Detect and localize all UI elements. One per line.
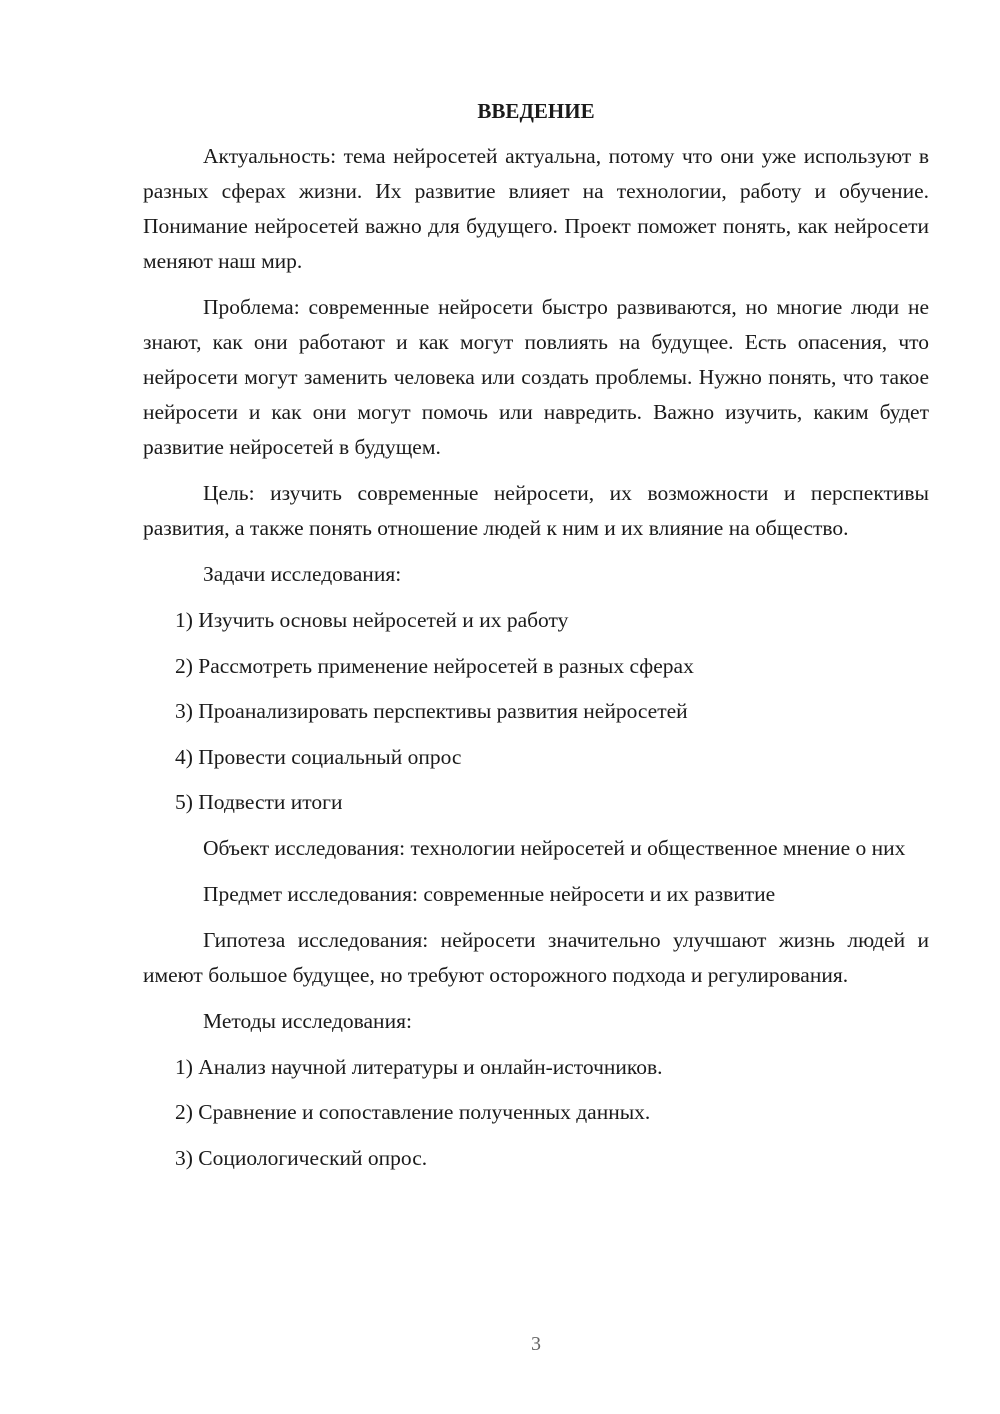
section-title: ВВЕДЕНИЕ [477,99,595,123]
goal-paragraph: Цель: изучить современные нейросети, их возможности и перспективы развития, а также понять отношение людей к ним и их влияние на общество. [143,481,929,540]
page-number: 3 [531,1333,541,1355]
method-item: 3) Социологический опрос. [175,1145,428,1170]
relevance-paragraph: Актуальность: тема нейросетей актуальна, потому что они уже используют в разных сферах жизни. Их развитие влияет на технологии, работу и обучение. Понимание нейросетей важно для будущего. Проект поможет понять, как нейросети меняют наш мир. [143,144,929,273]
task-item: 2) Рассмотреть применение нейросетей в разных сферах [175,653,694,678]
object-paragraph: Объект исследования: технологии нейросетей и общественное мнение о них [203,835,906,860]
subject-paragraph: Предмет исследования: современные нейросети и их развитие [203,881,776,906]
page-content [143,94,929,1186]
problem-paragraph: Проблема: современные нейросети быстро развиваются, но многие люди не знают, как они работают и как могут повлиять на будущее. Есть опасения, что нейросети могут заменить человека или создать проблемы. Нужно понять, что такое нейросети и как они могут помочь или навредить. Важно изучить, каким будет развитие нейросетей в будущем. [143,295,929,459]
task-item: 5) Подвести итоги [175,790,343,814]
task-item: 3) Проанализировать перспективы развития нейросетей [175,699,688,723]
method-item: 2) Сравнение и сопоставление полученных данных. [175,1100,651,1124]
tasks-heading: Задачи исследования: [203,562,402,586]
task-item: 1) Изучить основы нейросетей и их работу [175,608,569,632]
method-item: 1) Анализ научной литературы и онлайн-источников. [175,1054,663,1079]
methods-heading: Методы исследования: [203,1008,412,1033]
task-item: 4) Провести социальный опрос [175,744,462,769]
hypothesis-paragraph: Гипотеза исследования: нейросети значительно улучшают жизнь людей и имеют большое будущее, но требуют осторожного подхода и регулирования. [143,927,929,987]
